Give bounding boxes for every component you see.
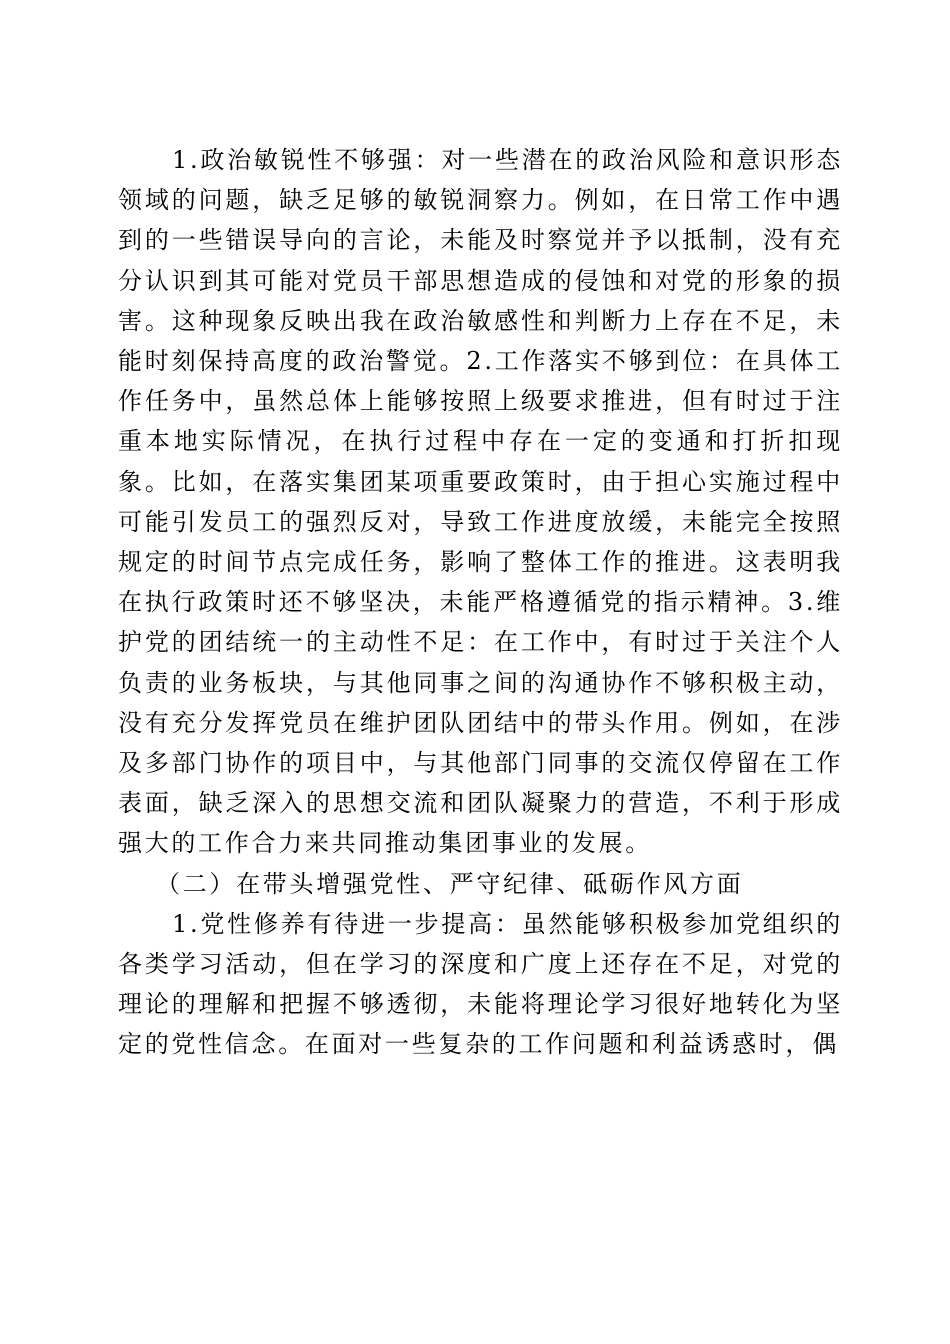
section-paragraph: 1.党性修养有待进一步提高：虽然能够积极参加党组织的各类学习活动，但在学习的深度和广度上还存在不足，对党的理论的理解和把握不够透彻，未能将理论学习很好地转化为坚定的党性信念。在面对一些复杂的工作问题和利益诱惑时，偶	[118, 909, 843, 1059]
section-heading: （二）在带头增强党性、严守纪律、砥砺作风方面	[156, 869, 744, 898]
body-paragraph: 1.政治敏锐性不够强：对一些潜在的政治风险和意识形态领域的问题，缺乏足够的敏锐洞察力。例如，在日常工作中遇到的一些错误导向的言论，未能及时察觉并予以抵制，没有充分认识到其可能对党员干部思想造成的侵蚀和对党的形象的损害。这种现象反映出我在政治敏感性和判断力上存在不足，未能时刻保持高度的政治警觉。2.工作落实不够到位：在具体工作任务中，虽然总体上能够按照上级要求推进，但有时过于注重本地实际情况，在执行过程中存在一定的变通和打折扣现象。比如，在落实集团某项重要政策时，由于担心实施过程中可能引发员工的强烈反对，导致工作进度放缓，未能完全按照规定的时间节点完成任务，影响了整体工作的推进。这表明我在执行政策时还不够坚决，未能严格遵循党的指示精神。3.维护党的团结统一的主动性不足：在工作中，有时过于关注个人负责的业务板块，与其他同事之间的沟通协作不够积极主动，没有充分发挥党员在维护团队团结中的带头作用。例如，在涉及多部门协作的项目中，与其他部门同事的交流仅停留在工作表面，缺乏深入的思想交流和团队凝聚力的营造，不利于形成强大的工作合力来共同推动集团事业的发展。	[118, 146, 843, 858]
document-body	[118, 140, 843, 1065]
